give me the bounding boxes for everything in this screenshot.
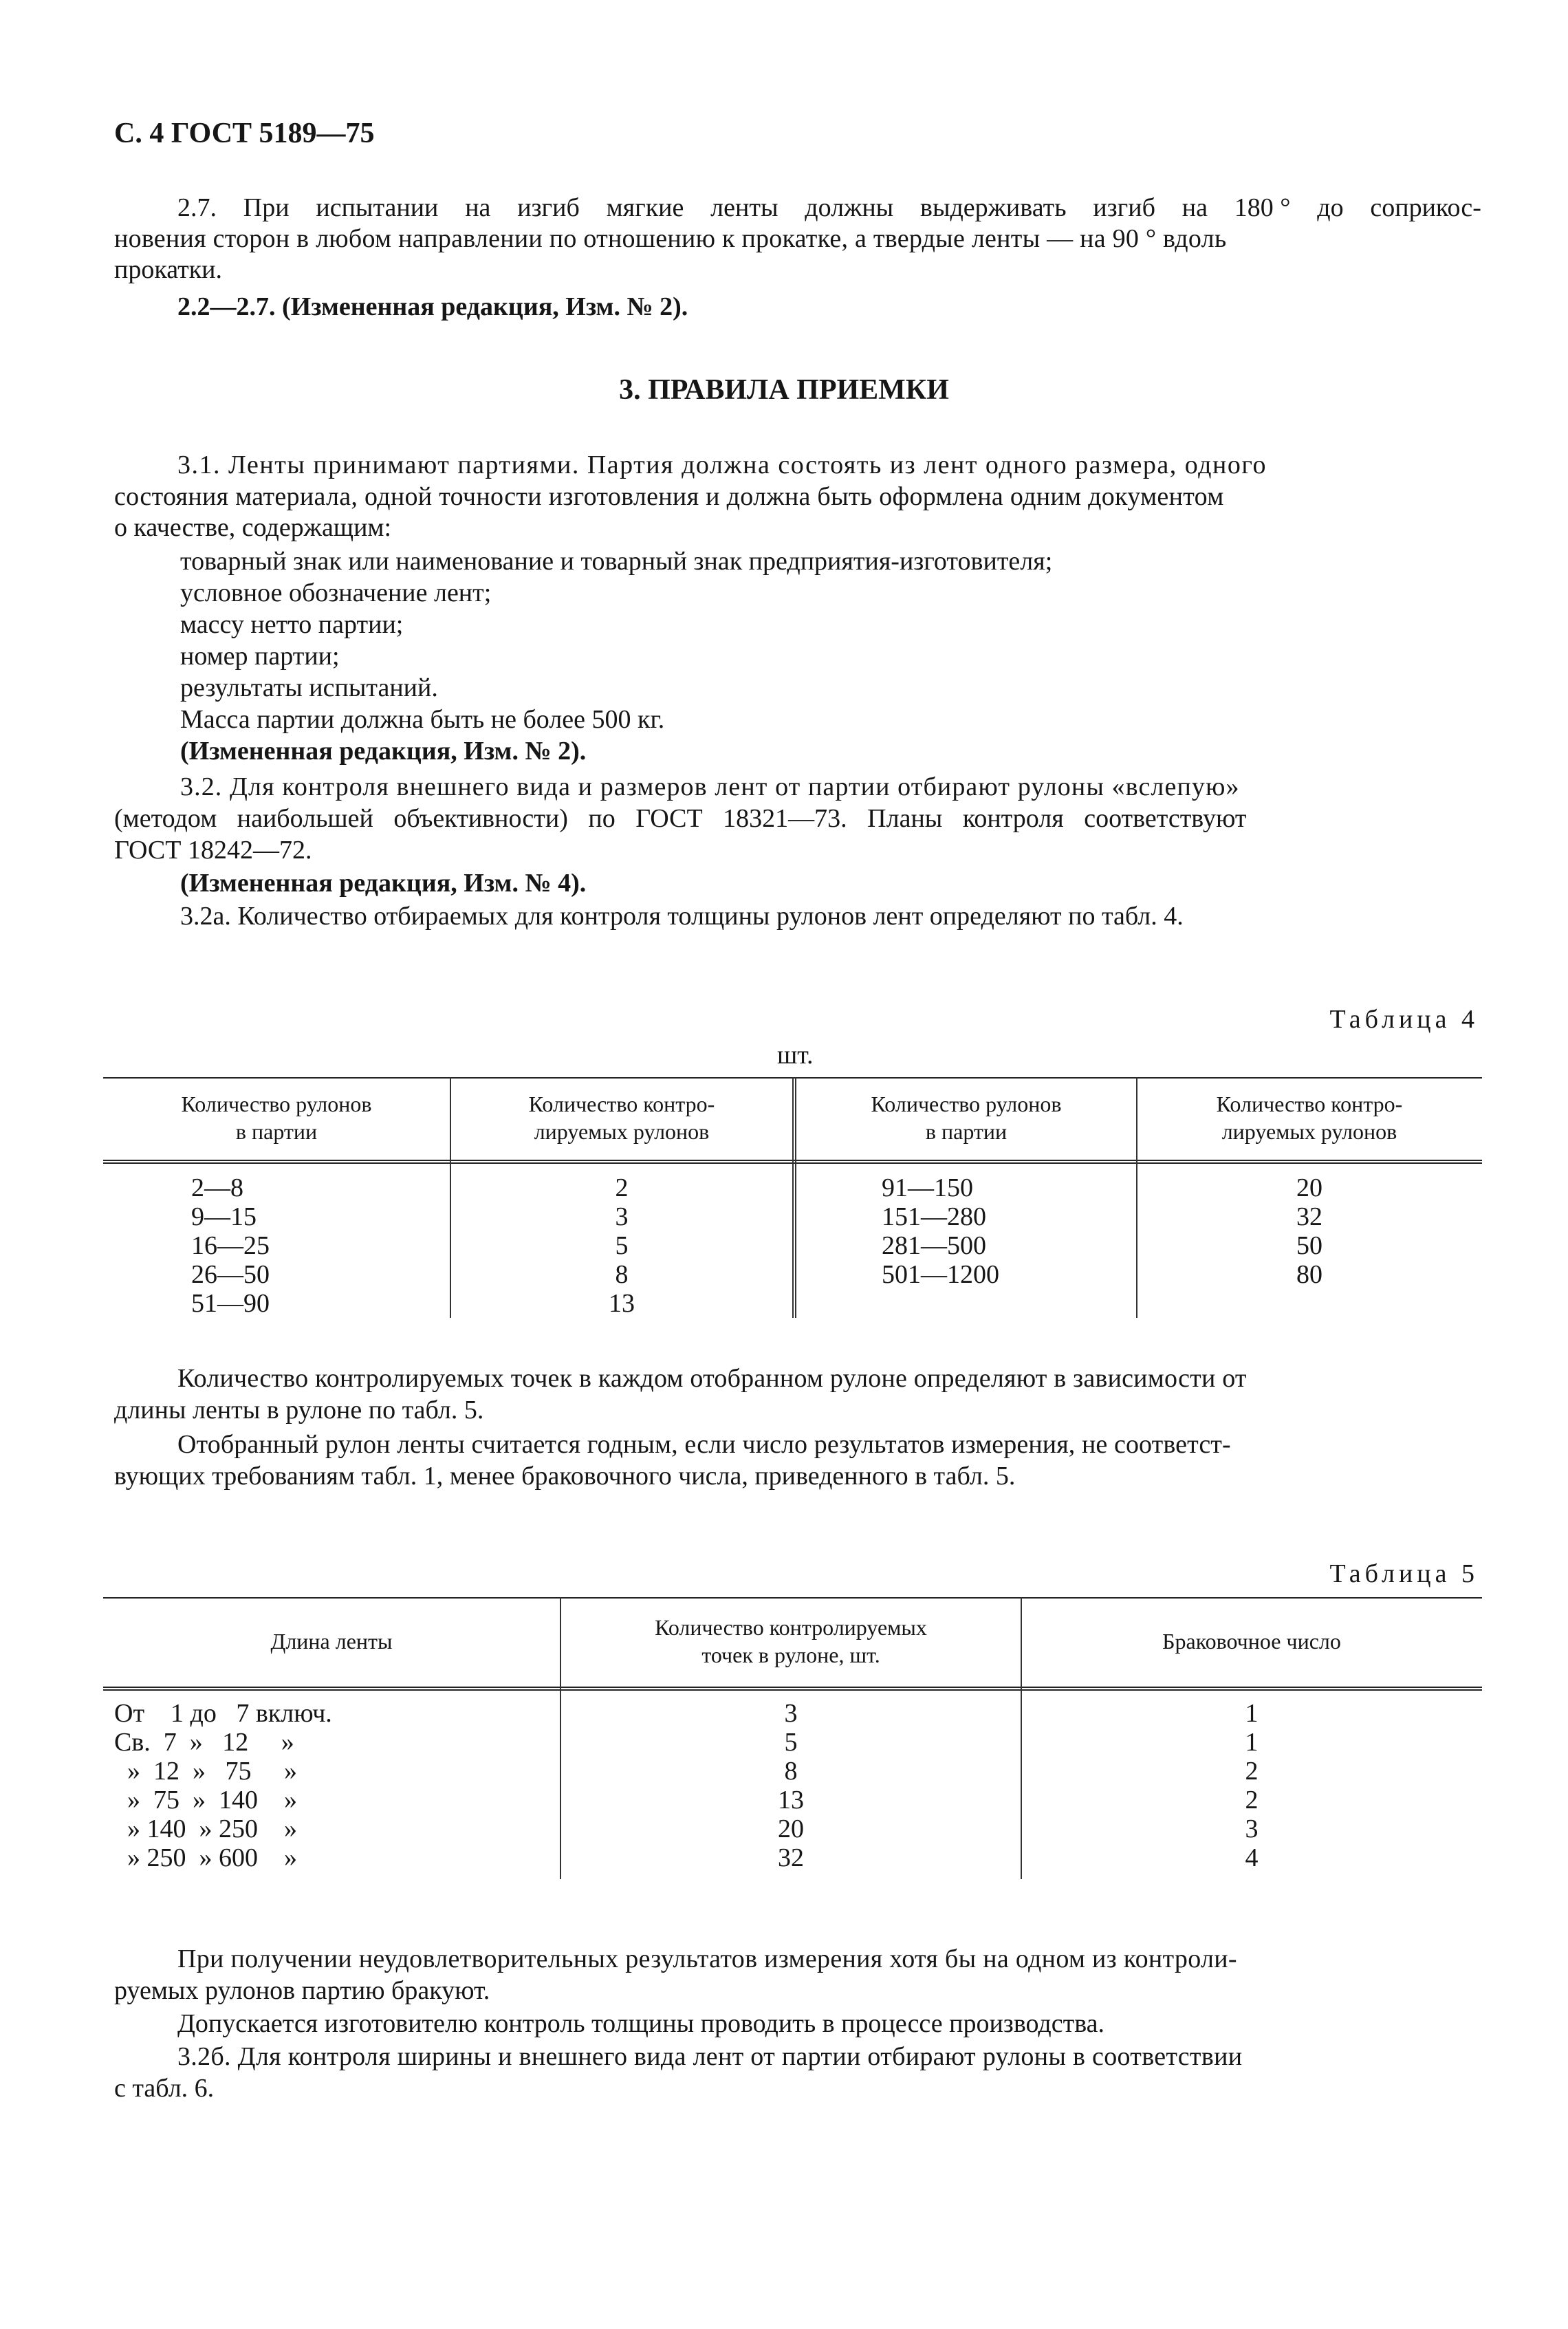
p32a: 3.2а. Количество отбираемых для контроля толщины рулонов лент определяют по табл. 4. [180,902,1184,931]
table5-header-2 [1022,1627,1481,1655]
p27-word: ленты [710,193,778,222]
p31-item-3: номер партии; [180,642,340,671]
table-row-cell: 51—90 [191,1289,270,1318]
table-row-cell: 8 [615,1260,629,1289]
table5-caption: Таблица 5 [1329,1559,1479,1588]
table-row-cell: 16—25 [191,1231,270,1260]
p32-note: (Измененная редакция, Изм. № 4). [180,869,587,898]
table4-header-0 [103,1090,450,1145]
p27-word: 2.7. [177,193,217,222]
table4-header-2-line2: в партии [925,1119,1008,1144]
section3-title: 3. ПРАВИЛА ПРИЕМКИ [619,374,949,406]
table5-header-1 [561,1614,1021,1669]
p27-word: мягкие [606,193,684,222]
table4-header-3-line2: лируемых рулонов [1221,1119,1397,1144]
p31-line2: состояния материала, одной точности изготовления и должна быть оформлена одним документом [114,482,1224,511]
table4-header-0-line1: Количество рулонов [181,1092,372,1116]
p27-word: выдерживать [920,193,1067,222]
p27-line2: новения сторон в любом направлении по отношению к прокатке, а твердые ленты — на 90 ° вдоль [114,224,1227,253]
p27-word: должны [805,193,894,222]
table-row-cell: 3 [1245,1815,1259,1843]
table-row-cell: 1 [1245,1728,1259,1757]
p-unsat-line2: руемых рулонов партию бракуют. [114,1976,490,2005]
table-row-cell: 20 [778,1815,804,1843]
p27-word: до [1317,193,1344,222]
table-row-cell: 501—1200 [882,1260,999,1289]
table-row-cell: 13 [609,1289,635,1318]
table5-header-0 [103,1627,560,1655]
page-header: С. 4 ГОСТ 5189—75 [114,118,375,149]
table5-header-1-line1: Количество контролируемых [655,1615,927,1640]
table-row-cell: » 12 » 75 » [114,1757,297,1786]
table-row-cell: 2—8 [191,1173,243,1202]
p32b-line2: с табл. 6. [114,2074,215,2103]
p-rejected-line1: Отобранный рулон ленты считается годным, если число результатов измерения, не соответст- [177,1430,1231,1459]
p27-word: на [465,193,491,222]
table-row-cell: » 250 » 600 » [114,1843,297,1872]
table-row-cell: 20 [1296,1173,1322,1202]
table-row-cell: 4 [1245,1843,1259,1872]
table-row-cell: 2 [615,1173,629,1202]
table5-header-2-line1: Браковочное число [1162,1629,1341,1654]
p-allowed: Допускается изготовителю контроль толщины проводить в процессе производства. [177,2009,1105,2038]
p27-word: соприкос- [1370,193,1481,222]
table-row-cell: 8 [784,1757,798,1786]
p27-word: на [1182,193,1208,222]
table-row-cell: 3 [615,1202,629,1231]
table-row-cell: 3 [784,1699,798,1728]
table4-header-3 [1137,1090,1481,1145]
p27-word: 180 ° [1234,193,1291,222]
p27-word: изгиб [517,193,580,222]
p27-word: испытании [316,193,439,222]
p-points-line2: длины ленты в рулоне по табл. 5. [114,1396,484,1425]
p31-item-1: условное обозначение лент; [180,578,492,607]
p32-line1: 3.2. Для контроля внешнего вида и размеров лент от партии отбирают рулоны «вслепую» [180,772,1240,801]
table-row-cell: 13 [778,1786,804,1815]
table4-header-2 [796,1090,1136,1145]
table-row-cell: 2 [1245,1757,1259,1786]
p-points-line1: Количество контролируемых точек в каждом отобранном рулоне определяют в зависимости от [177,1364,1247,1393]
table-row-cell: 80 [1296,1260,1322,1289]
table-row-cell: 50 [1296,1231,1322,1260]
table4-header-1-line1: Количество контро- [528,1092,715,1116]
table-row-cell: 281—500 [882,1231,986,1260]
table4-header-3-line1: Количество контро- [1216,1092,1403,1116]
p32-line2: (методом наибольшей объективности) по ГОСТ 18321—73. Планы контроля соответствуют [114,804,1247,833]
table-row-cell: 1 [1245,1699,1259,1728]
table4-unit: шт. [777,1041,814,1070]
table4-header-1-line2: лируемых рулонов [534,1119,710,1144]
p31-line3: о качестве, содержащим: [114,513,392,542]
table5-header-rule [103,1687,1482,1691]
table-row-cell: 5 [615,1231,629,1260]
table5-header-1-line2: точек в рулоне, шт. [701,1643,880,1667]
p32b-line1: 3.2б. Для контроля ширины и внешнего вида лент от партии отбирают рулоны в соответствии [177,2042,1243,2071]
table-row-cell: 91—150 [882,1173,973,1202]
note-22-27: 2.2—2.7. (Измененная редакция, Изм. № 2). [177,292,688,321]
table-row-cell: Св. 7 » 12 » [114,1728,294,1757]
p27-word: изгиб [1093,193,1155,222]
table-row-cell: 32 [1296,1202,1322,1231]
table5-header-0-line1: Длина ленты [270,1629,393,1654]
table-row-cell: 5 [784,1728,798,1757]
table-row-cell: » 75 » 140 » [114,1786,297,1815]
table-row-cell: » 140 » 250 » [114,1815,297,1843]
p31-note: (Измененная редакция, Изм. № 2). [180,737,587,766]
p27-word: При [243,193,290,222]
p-rejected-line2: вующих требованиям табл. 1, менее браковочного числа, приведенного в табл. 5. [114,1462,1016,1491]
table-row-cell: От 1 до 7 включ. [114,1699,332,1728]
table-row-cell: 151—280 [882,1202,986,1231]
table-row-cell: 9—15 [191,1202,257,1231]
p31-item-2: массу нетто партии; [180,610,404,639]
p31-item-0: товарный знак или наименование и товарный знак предприятия-изготовителя; [180,547,1053,576]
table4-header-2-line1: Количество рулонов [871,1092,1062,1116]
table4-header-0-line2: в партии [235,1119,318,1144]
table4-header-1 [451,1090,792,1145]
table-row-cell: 26—50 [191,1260,270,1289]
table4-caption: Таблица 4 [1329,1005,1479,1034]
table-row-cell: 2 [1245,1786,1259,1815]
p31-item-4: результаты испытаний. [180,673,438,702]
p27-line1 [177,193,1481,223]
p31-line1: 3.1. Ленты принимают партиями. Партия должна состоять из лент одного размера, одного [177,451,1267,479]
p27-line3: прокатки. [114,255,223,284]
table5-top-rule [103,1597,1482,1599]
p31-mass: Масса партии должна быть не более 500 кг. [180,705,665,734]
p32-line3: ГОСТ 18242—72. [114,836,312,865]
table-row-cell: 32 [778,1843,804,1872]
p-unsat-line1: При получении неудовлетворительных результатов измерения хотя бы на одном из контроли- [177,1945,1237,1973]
